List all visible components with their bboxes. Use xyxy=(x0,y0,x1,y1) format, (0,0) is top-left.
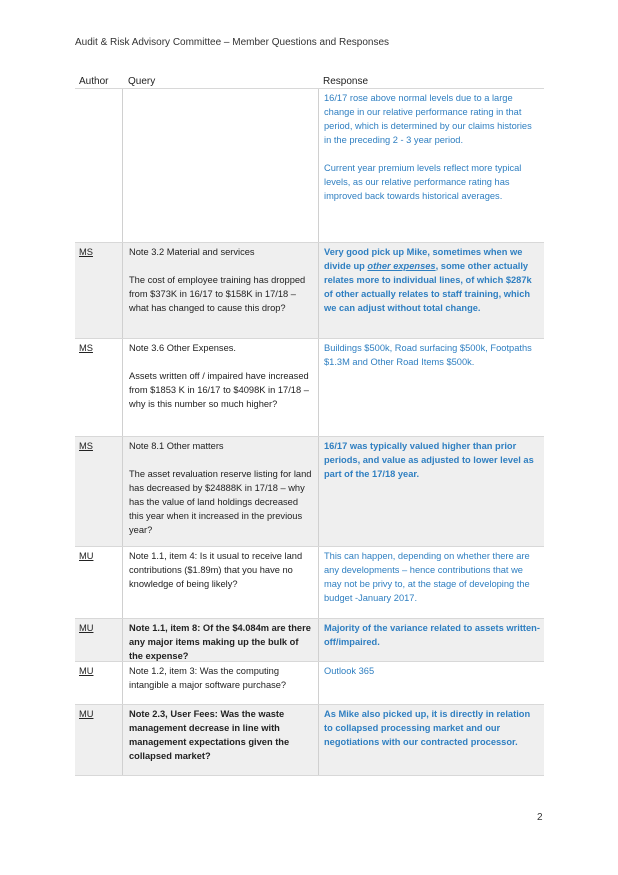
query-detail: The asset revaluation reserve listing for land has decreased by $24888K in 17/18 – why has the value of land holdings decreased this year when it increased in the previous year? xyxy=(129,469,312,535)
response-emphasis: other expenses xyxy=(367,261,436,271)
author-initials: MS xyxy=(79,247,93,257)
column-header-author: Author xyxy=(79,76,109,87)
author-initials: MU xyxy=(79,551,94,561)
author-cell xyxy=(75,705,122,775)
query-title: Note 3.2 Material and services xyxy=(129,247,255,257)
author-cell xyxy=(75,243,122,338)
table-row xyxy=(75,89,544,243)
author-cell xyxy=(75,437,122,546)
query-title: Note 3.6 Other Expenses. xyxy=(129,343,236,353)
query-cell xyxy=(122,89,318,242)
table-row xyxy=(75,437,544,547)
table-row xyxy=(75,705,544,776)
response-cell xyxy=(318,243,544,338)
response-cell xyxy=(318,89,544,242)
document-header: Audit & Risk Advisory Committee – Member Questions and Responses xyxy=(75,37,390,48)
table-row xyxy=(75,547,544,619)
questions-table xyxy=(75,73,544,776)
response-cell: This can happen, depending on whether there are any developments – hence contributions that we may not be privy to, at the stage of developing the budget -January 2017. xyxy=(318,547,544,618)
author-initials: MU xyxy=(79,709,94,719)
table-row xyxy=(75,243,544,339)
table-row xyxy=(75,619,544,662)
author-cell xyxy=(75,662,122,704)
author-cell xyxy=(75,547,122,618)
query-cell: Note 1.2, item 3: Was the computing intangible a major software purchase? xyxy=(122,662,318,704)
table-header-row xyxy=(75,73,544,89)
table-row xyxy=(75,339,544,437)
response-text: , some other actually relates more to individual lines, of which $287k of other actually relates to staff training, which we can adjust without total change. xyxy=(324,261,532,313)
response-cell: As Mike also picked up, it is directly in relation to collapsed processing market and our negotiations with our contracted processor. xyxy=(318,705,544,775)
response-cell: Outlook 365 xyxy=(318,662,544,704)
query-cell xyxy=(122,339,318,436)
author-initials: MS xyxy=(79,343,93,353)
author-initials: MU xyxy=(79,666,94,676)
page-number: 2 xyxy=(537,812,543,823)
author-cell xyxy=(75,619,122,661)
response-paragraph: Current year premium levels reflect more typical levels, as our relative performance rating has improved back towards historical averages. xyxy=(324,163,522,201)
response-cell: Majority of the variance related to assets written-off/impaired. xyxy=(318,619,544,661)
column-header-response: Response xyxy=(323,76,369,87)
response-cell: Buildings $500k, Road surfacing $500k, Footpaths $1.3M and Other Road Items $500k. xyxy=(318,339,544,436)
author-cell xyxy=(75,339,122,436)
query-cell xyxy=(122,437,318,546)
column-header-query: Query xyxy=(128,76,156,87)
response-text: Very good pick up Mike, sometimes when we divide up xyxy=(324,247,523,271)
query-cell xyxy=(122,243,318,338)
author-cell xyxy=(75,89,122,242)
author-initials: MS xyxy=(79,441,93,451)
query-title: Note 8.1 Other matters xyxy=(129,441,224,451)
query-cell: Note 1.1, item 8: Of the $4.084m are there any major items making up the bulk of the expense? xyxy=(122,619,318,661)
table-row xyxy=(75,662,544,705)
query-detail: Assets written off / impaired have increased from $1853 K in 16/17 to $4098K in 17/18 – why is this number so much higher? xyxy=(129,371,309,409)
author-initials: MU xyxy=(79,623,94,633)
response-paragraph: 16/17 rose above normal levels due to a large change in our relative performance rating in that period, which is determined by our claims histories in the preceding 2 - 3 year period. xyxy=(324,93,532,145)
query-cell: Note 1.1, item 4: Is it usual to receive land contributions ($1.89m) that you have no knowledge of being likely? xyxy=(122,547,318,618)
query-detail: The cost of employee training has dropped from $373K in 16/17 to $158K in 17/18 – what has changed to cause this drop? xyxy=(129,275,306,313)
response-cell: 16/17 was typically valued higher than prior periods, and value as adjusted to lower level as part of the 17/18 year. xyxy=(318,437,544,546)
query-cell: Note 2.3, User Fees: Was the waste management decrease in line with management expectations given the collapsed market? xyxy=(122,705,318,775)
